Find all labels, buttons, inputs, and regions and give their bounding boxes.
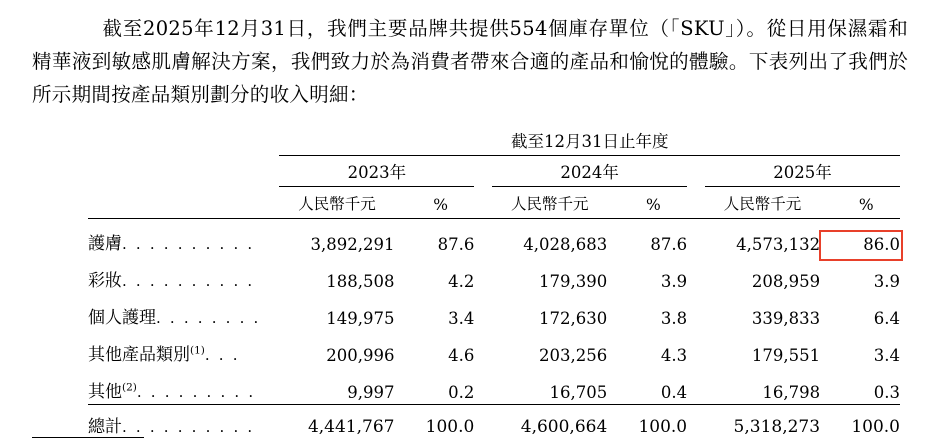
row-label-text: 彩妝 — [88, 271, 122, 291]
cell-gap — [820, 219, 832, 257]
body-paragraph — [32, 12, 908, 111]
row-leader: . . . — [204, 346, 240, 364]
header-gap-2 — [687, 156, 705, 187]
cell-gap — [474, 256, 492, 293]
header-year-2024: 2024年 — [492, 156, 687, 187]
table-row — [88, 256, 900, 293]
footnote-divider — [32, 437, 144, 438]
header-spacer-3 — [88, 187, 279, 219]
cell-makeup-2024-pct: 3.9 — [660, 272, 688, 291]
row-leader: . . . . . . . . . — [136, 383, 256, 401]
cell-gap — [607, 219, 619, 257]
cell-gap — [474, 330, 492, 367]
cell-gap — [820, 405, 832, 440]
header-unit-pct-2023: % — [407, 187, 474, 219]
table-row — [88, 219, 900, 257]
cell-gap — [394, 367, 406, 405]
header-period-label: 截至12月31日止年度 — [279, 128, 900, 156]
cell-personal-care-2025-amount: 339,833 — [751, 309, 821, 328]
header-unit-rmb-2024: 人民幣千元 — [492, 187, 607, 219]
row-label-makeup — [88, 256, 279, 293]
table-row — [88, 293, 900, 330]
header-gap-e — [820, 187, 832, 219]
row-label-text: 護膚 — [88, 234, 122, 254]
header-unit-pct-2024: % — [620, 187, 687, 219]
row-label-total — [88, 405, 279, 440]
cell-total-2023-amount: 4,441,767 — [279, 405, 394, 440]
paragraph-text: 截至2025年12月31日，我們主要品牌共提供554個庫存單位（「SKU」）。從日用保濕霜和精華液到敏感肌膚解決方案，我們致力於為消費者帶來合適的產品和愉悅的體驗。下表列出了我們於所示期間按產品類別劃分的收入明細： — [32, 17, 908, 106]
table-header-top-row — [88, 128, 900, 156]
cell-total-2024-amount: 4,600,664 — [492, 405, 607, 440]
row-leader: . . . . . . . . — [156, 309, 261, 327]
table-row — [88, 367, 900, 405]
header-unit-rmb-2023: 人民幣千元 — [279, 187, 394, 219]
table-row — [88, 330, 900, 367]
cell-total-2024-pct: 100.0 — [620, 405, 687, 440]
cell-total-2023-pct: 100.0 — [407, 405, 474, 440]
cell-gap — [687, 256, 705, 293]
cell-skincare-2025-pct: 86.0 — [863, 235, 900, 254]
header-gap-b — [474, 187, 492, 219]
header-gap-1 — [474, 156, 492, 187]
cell-others-2024-amount: 16,705 — [549, 383, 608, 402]
row-label-personal-care — [88, 293, 279, 330]
cell-skincare-2025-amount: 4,573,132 — [736, 235, 821, 254]
cell-skincare-2023-amount: 3,892,291 — [310, 235, 395, 254]
cell-gap — [607, 367, 619, 405]
cell-gap — [820, 330, 832, 367]
cell-other-categories-2024-amount: 203,256 — [539, 346, 608, 365]
header-spacer-2 — [88, 156, 279, 187]
cell-gap — [474, 367, 492, 405]
cell-gap — [607, 330, 619, 367]
cell-gap — [687, 367, 705, 405]
cell-gap — [607, 405, 619, 440]
cell-total-2025-pct: 100.0 — [832, 405, 900, 440]
header-spacer — [88, 128, 279, 156]
cell-other-categories-2024-pct: 4.3 — [660, 346, 688, 365]
cell-others-2023-amount: 9,997 — [347, 383, 395, 402]
table-header-years-row — [88, 156, 900, 187]
cell-others-2023-pct: 0.2 — [448, 383, 475, 402]
row-label-text: 個人護理 — [88, 308, 156, 328]
row-footnote-marker: (2) — [122, 381, 137, 394]
table-total-row — [88, 405, 900, 440]
cell-makeup-2023-amount: 188,508 — [326, 272, 395, 291]
cell-gap — [607, 256, 619, 293]
cell-gap — [607, 293, 619, 330]
cell-gap — [394, 293, 406, 330]
cell-gap — [687, 219, 705, 257]
row-footnote-marker: (1) — [190, 344, 205, 357]
header-gap-c — [607, 187, 619, 219]
header-year-2023: 2023年 — [279, 156, 474, 187]
cell-total-2025-amount: 5,318,273 — [705, 405, 820, 440]
header-unit-pct-2025: % — [832, 187, 900, 219]
cell-gap — [394, 405, 406, 440]
row-label-others — [88, 367, 279, 405]
cell-others-2025-pct: 0.3 — [873, 383, 900, 402]
table-header-units-row — [88, 187, 900, 219]
row-label-skincare — [88, 219, 279, 257]
cell-gap — [394, 330, 406, 367]
cell-gap — [474, 219, 492, 257]
row-leader: . . . . . . . . . . — [122, 418, 255, 436]
cell-makeup-2024-amount: 179,390 — [539, 272, 608, 291]
cell-gap — [474, 405, 492, 440]
cell-other-categories-2023-amount: 200,996 — [326, 346, 395, 365]
cell-personal-care-2025-pct: 6.4 — [873, 309, 900, 328]
row-label-text: 其他產品類別 — [88, 345, 190, 365]
cell-personal-care-2024-pct: 3.8 — [660, 309, 688, 328]
cell-skincare-2024-pct: 87.6 — [650, 235, 688, 254]
header-unit-rmb-2025: 人民幣千元 — [705, 187, 820, 219]
cell-others-2024-pct: 0.4 — [660, 383, 688, 402]
row-label-text: 其他 — [88, 382, 122, 402]
header-gap-d — [687, 187, 705, 219]
row-leader: . . . . . . . . . . — [122, 235, 255, 253]
cell-makeup-2025-amount: 208,959 — [751, 272, 821, 291]
cell-other-categories-2025-amount: 179,551 — [751, 346, 821, 365]
cell-gap — [394, 219, 406, 257]
cell-gap — [820, 256, 832, 293]
cell-other-categories-2023-pct: 4.6 — [448, 346, 475, 365]
cell-gap — [394, 256, 406, 293]
row-label-text: 總計 — [88, 417, 122, 437]
cell-personal-care-2023-amount: 149,975 — [326, 309, 395, 328]
cell-gap — [820, 367, 832, 405]
cell-makeup-2025-pct: 3.9 — [873, 272, 900, 291]
cell-gap — [474, 293, 492, 330]
cell-skincare-2024-amount: 4,028,683 — [523, 235, 608, 254]
cell-others-2025-amount: 16,798 — [762, 383, 821, 402]
cell-gap — [687, 405, 705, 440]
header-gap-a — [394, 187, 406, 219]
cell-other-categories-2025-pct: 3.4 — [873, 346, 900, 365]
row-leader: . . . . . . . . . . — [122, 272, 255, 290]
cell-personal-care-2023-pct: 3.4 — [448, 309, 475, 328]
cell-gap — [820, 293, 832, 330]
row-label-other-categories — [88, 330, 279, 367]
cell-gap — [687, 330, 705, 367]
cell-skincare-2023-pct: 87.6 — [437, 235, 475, 254]
header-year-2025: 2025年 — [705, 156, 900, 187]
cell-gap — [687, 293, 705, 330]
revenue-breakdown-table — [88, 128, 900, 439]
cell-makeup-2023-pct: 4.2 — [448, 272, 475, 291]
cell-personal-care-2024-amount: 172,630 — [539, 309, 608, 328]
